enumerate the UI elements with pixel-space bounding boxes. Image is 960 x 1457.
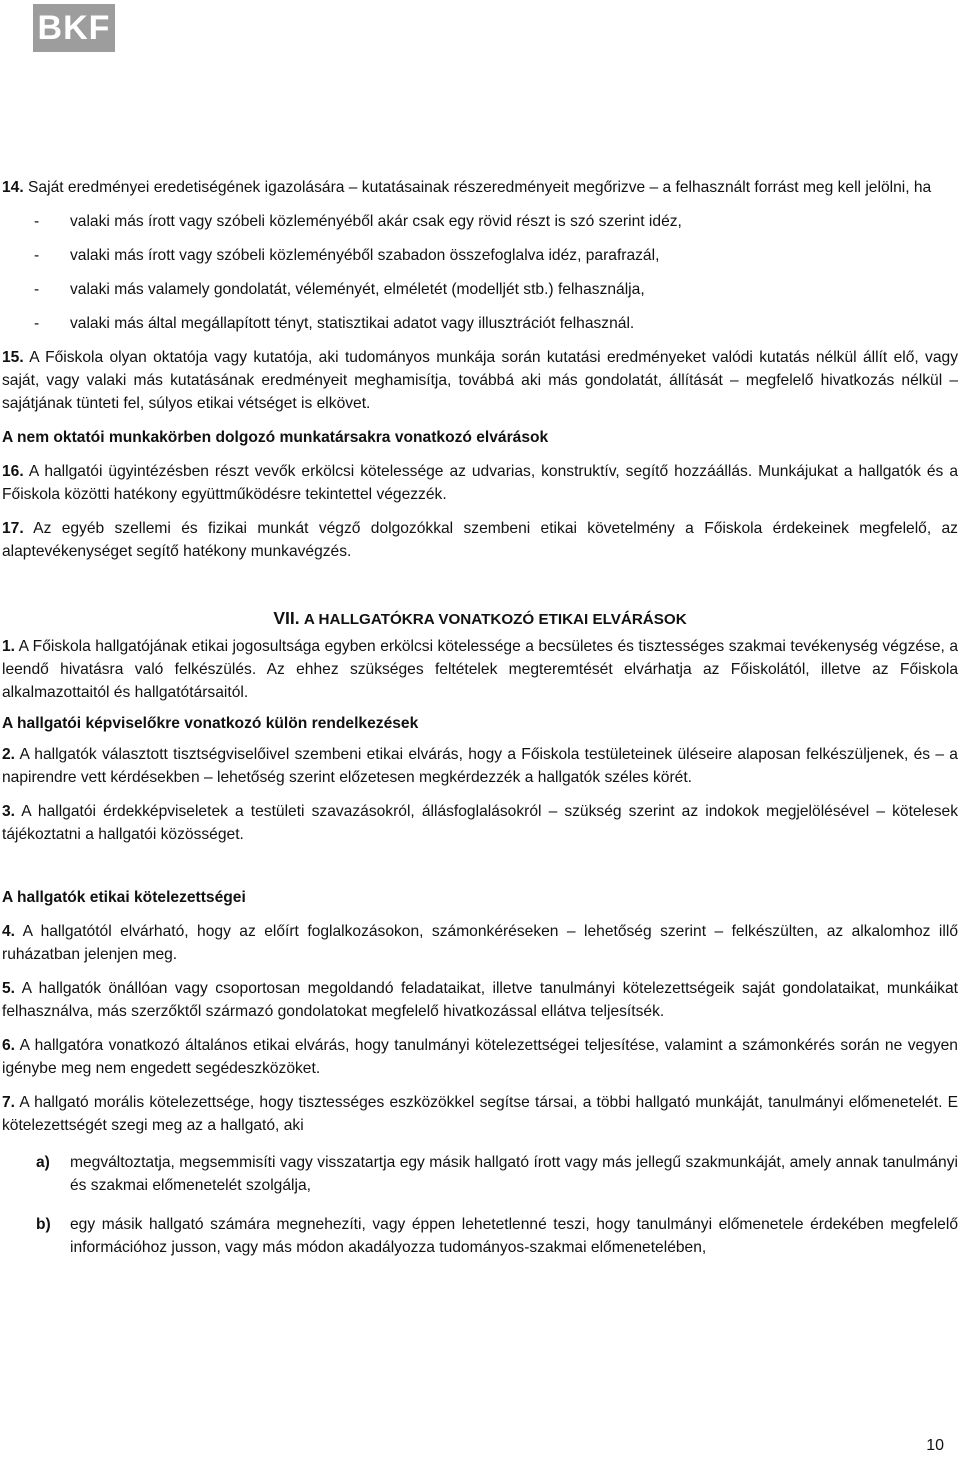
document-body — [2, 176, 958, 1259]
section-text: Saját eredményei eredetiségének igazolására – kutatásainak részeredményeit megőrizve – a felhasznált forrást meg kell jelölni, ha — [28, 179, 932, 196]
point-1 — [2, 635, 958, 704]
list-item: - valaki más írott vagy szóbeli közleményéből akár csak egy rövid részt is szó szerint idéz, — [34, 213, 682, 230]
section-14 — [2, 176, 958, 199]
section-number: 15. — [2, 349, 24, 366]
point-text: A hallgatók választott tisztségviselőivel szembeni etikai elvárás, hogy a Főiskola testületeinek üléseire alaposan felkészüljenek, és – a napirendre vett kérdésekben – lehetőség szerint előzetesen megkérdezzék a hallgatók széles körét. — [2, 746, 958, 786]
section-16 — [2, 460, 958, 506]
list-item-text: valaki más által megállapított tényt, statisztikai adatot vagy illusztrációt felhasznál. — [70, 315, 635, 332]
point-number: 2. — [2, 746, 16, 763]
section-number: 14. — [2, 179, 24, 196]
point-number: 3. — [2, 803, 16, 820]
point-2 — [2, 743, 958, 789]
point-5 — [2, 977, 958, 1023]
list-item: - valaki más által megállapított tényt, statisztikai adatot vagy illusztrációt felhasznál. — [34, 315, 635, 332]
section-number: 16. — [2, 463, 24, 480]
section-text: Az egyéb szellemi és fizikai munkát végző dolgozókkal szembeni etikai követelmény a Főiskola érdekeinek megfelelő, az alaptevékenységet segítő hatékony munkavégzés. — [2, 520, 958, 560]
sub-item-text: egy másik hallgató számára megnehezíti, vagy éppen lehetetlenné teszi, hogy tanulmányi előmenetele érdekében megfelelő információhoz jusson, vagy más módon akadályozza tudományos-szakmai előmenetelében, — [70, 1216, 958, 1256]
point-text: A hallgató morális kötelezettsége, hogy tisztességes eszközökkel segítse társai, a többi hallgató munkáját, tanulmányi előmenetelét. E kötelezettségét szegi meg az a hallgató, aki — [2, 1094, 958, 1134]
section-text: A hallgatói ügyintézésben részt vevők erkölcsi kötelessége az udvarias, konstruktív, segítő hozzáállás. Munkájukat a hallgatók és a Főiskola közötti hatékony együttműködésre tekintettel végezzék. — [2, 463, 958, 503]
page-number: 10 — [926, 1437, 944, 1454]
point-number: 4. — [2, 923, 16, 940]
list-item: - valaki más valamely gondolatát, véleményét, elméletét (modelljét stb.) felhasználja, — [34, 281, 645, 298]
heading-student-duties: A hallgatók etikai kötelezettségei — [2, 889, 246, 906]
heading-student-representatives: A hallgatói képviselőkre vonatkozó külön rendelkezések — [2, 715, 419, 732]
section-number: 17. — [2, 520, 24, 537]
logo-text: BKF — [37, 8, 111, 47]
sub-item-label: b) — [36, 1216, 51, 1233]
sub-item-b — [2, 1213, 958, 1259]
chapter-heading — [2, 607, 958, 631]
point-number: 5. — [2, 980, 16, 997]
point-6 — [2, 1034, 958, 1080]
section-15 — [2, 346, 958, 415]
point-4 — [2, 920, 958, 966]
sub-item-a — [2, 1151, 958, 1197]
bkf-logo — [33, 4, 115, 52]
section-text: A Főiskola olyan oktatója vagy kutatója, aki tudományos munkája során kutatási eredményeket valódi kutatás nélkül állít elő, vagy saját, vagy valaki más kutatásának eredményeit meghamisítja, továbbá aki más gondolatát, állítását – megfelelő hivatkozás nélkül – sajátjának tünteti fel, súlyos etikai vétséget is elkövet. — [2, 349, 958, 412]
section-17 — [2, 517, 958, 563]
point-text: A Főiskola hallgatójának etikai jogosultsága egyben erkölcsi kötelessége a becsületes és tisztességes szakmai tevékenység végzése, a leendő hivatásra való felkészülés. Az ehhez szükséges feltételek megteremtését elvárhatja az Főiskolától, illetve az Főiskola alkalmazottaitól és hallgatótársaitól. — [2, 638, 958, 701]
point-text: A hallgatói érdekképviseletek a testületi szavazásokról, állásfoglalásokról – szükség szerint az indokok megjelölésével – kötelesek tájékoztatni a hallgatói közösséget. — [2, 803, 958, 843]
chapter-number: VII. — [273, 608, 300, 628]
point-number: 6. — [2, 1037, 16, 1054]
point-text: A hallgatóra vonatkozó általános etikai elvárás, hogy tanulmányi kötelezettségei teljesítése, valamint a számonkérés során ne vegyen igénybe meg nem engedett segédeszközöket. — [2, 1037, 958, 1077]
point-text: A hallgatótól elvárható, hogy az előírt foglalkozásokon, számonkéréseken – lehetőség szerint – felkészülten, az alkalomhoz illő ruházatban jelenjen meg. — [2, 923, 958, 963]
sub-item-label: a) — [36, 1154, 50, 1171]
heading-nonteaching-staff: A nem oktatói munkakörben dolgozó munkatársakra vonatkozó elvárások — [2, 429, 549, 446]
list-item: - valaki más írott vagy szóbeli közleményéből szabadon összefoglalva idéz, parafrazál, — [34, 247, 660, 264]
list-item-text: valaki más írott vagy szóbeli közleményéből akár csak egy rövid részt is szó szerint idéz, — [70, 213, 682, 230]
list-item-text: valaki más írott vagy szóbeli közleményéből szabadon összefoglalva idéz, parafrazál, — [70, 247, 660, 264]
point-number: 1. — [2, 638, 16, 655]
sub-item-text: megváltoztatja, megsemmisíti vagy visszatartja egy másik hallgató írott vagy más jellegű szakmunkáját, amely annak tanulmányi és szakmai előmenetelét szolgálja, — [70, 1154, 958, 1194]
point-number: 7. — [2, 1094, 16, 1111]
point-7 — [2, 1091, 958, 1137]
list-item-text: valaki más valamely gondolatát, véleményét, elméletét (modelljét stb.) felhasználja, — [70, 281, 645, 298]
point-3 — [2, 800, 958, 846]
point-text: A hallgatók önállóan vagy csoportosan megoldandó feladataikat, illetve tanulmányi kötelezettségeik saját gondolataikat, munkáikat felhasználva, más szerzőktől származó gondolatokat megfelelő hivatkozással ellátva teljesítsék. — [2, 980, 958, 1020]
chapter-title: A HALLGATÓKRA VONATKOZÓ ETIKAI ELVÁRÁSOK — [303, 611, 687, 628]
